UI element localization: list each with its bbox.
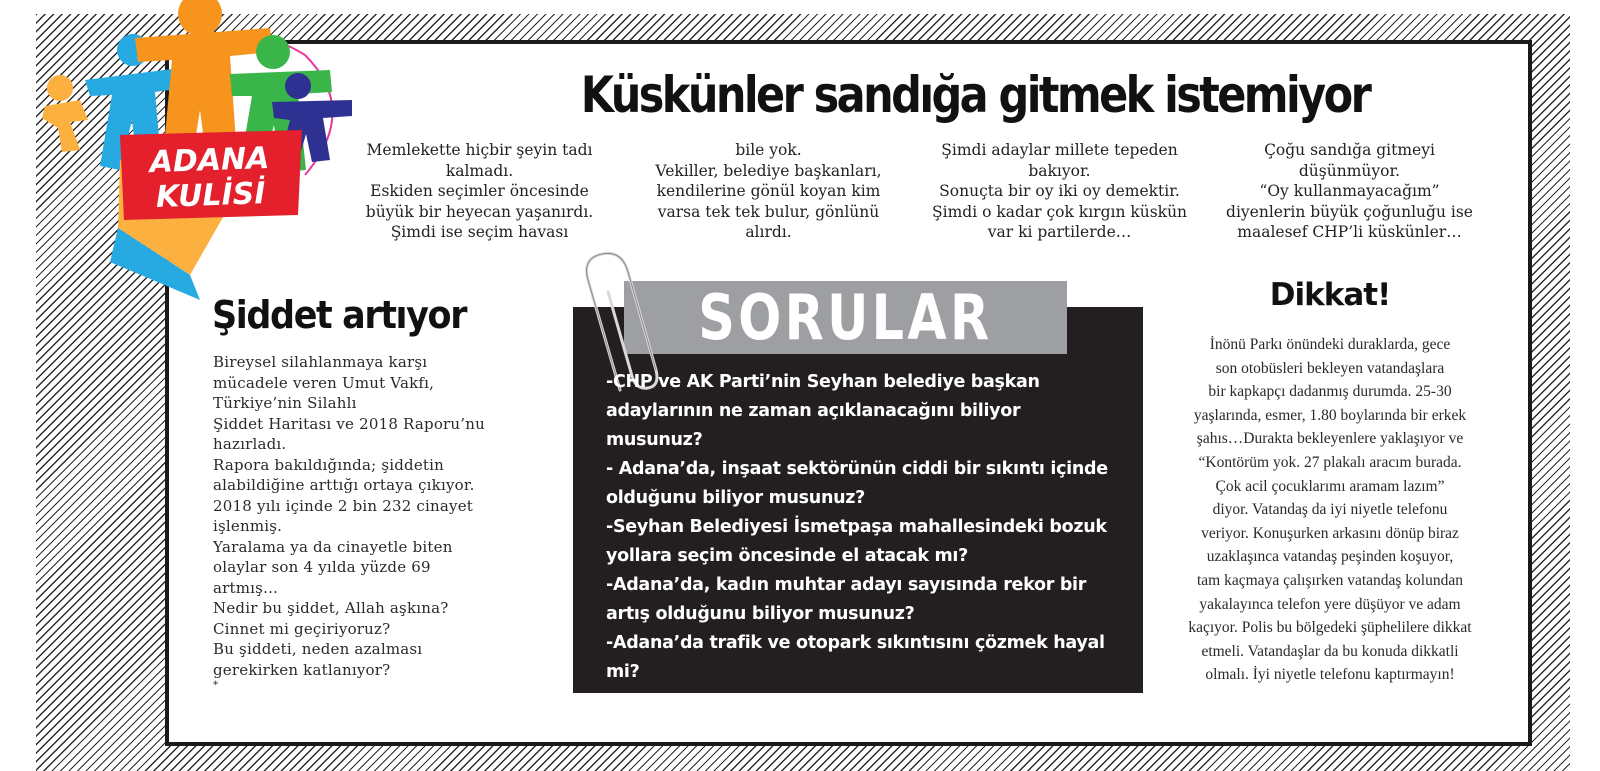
sorular-label [624,281,1067,354]
article-line: olmalı. İyi niyetle telefonu kaptırmayın! [1205,666,1455,684]
intro-line: düşünmüyor. [1298,161,1401,180]
article-line: yakalayınca telefon yere düşüyor ve adam [1199,595,1461,613]
question-line: adaylarının ne zaman açıklanacağını biliyor [606,401,1021,421]
article-line: uzaklaşınca vatandaş peşinden koşuyor, [1206,548,1454,566]
article-line: işlenmiş. [213,517,283,535]
article-line: Şiddet Haritası ve 2018 Raporu’nu [213,414,485,433]
article-line: yaşlarında, esmer, 1.80 boylarında bir erkek [1193,406,1467,424]
article-line: mücadele veren Umut Vakfı, [213,373,435,392]
article-line: Bu şiddeti, neden azalması [213,640,423,658]
intro-line: Şimdi ise seçim havası [390,223,569,241]
article-line: Türkiye’nin Silahlı [213,394,357,412]
question-line: - Adana’da, inşaat sektörünün ciddi bir sıkıntı içinde [606,459,1108,479]
intro-line: kalmadı. [445,161,514,180]
question-line: -Adana’da trafik ve otopark sıkıntısını çözmek hayal [606,633,1105,653]
article-line: 2018 yılı içinde 2 bin 232 cinayet [213,496,473,515]
intro-line: bile yok. [735,141,802,159]
article-line: İnönü Parkı önündeki duraklarda, gece [1209,336,1451,353]
intro-line: kendilerine gönül koyan kim [656,182,881,200]
sorular-label-text: SORULAR [698,281,993,354]
article-line: Yaralama ya da cinayetle biten [213,537,453,556]
article-end-mark: * [213,680,219,691]
intro-column-3 [932,140,1187,243]
question-line: -Adana’da, kadın muhtar adayı sayısında rekor bir [606,575,1087,595]
question-line: -Seyhan Belediyesi İsmetpaşa mahallesindeki bozuk [606,517,1107,537]
intro-line: alırdı. [745,223,792,241]
article-line: “Kontörüm yok. 27 plakalı aracım burada. [1198,453,1462,471]
intro-line: bakıyor. [1028,161,1091,180]
intro-line: Çoğu sandığa gitmeyi [1264,141,1435,159]
intro-column-4 [1222,140,1477,243]
article-line: şahıs…Durakta bekleyenlere yaklaşıyor ve [1196,430,1464,448]
article-line: bir kapkapçı dadanmış durumda. 25-30 [1208,383,1452,401]
article-line: veriyor. Konuşurken arkasını dönüp biraz [1201,524,1459,542]
question-line: musunuz? [606,430,703,450]
headline: Küskünler sandığa gitmek istemiyor [580,66,1370,124]
intro-line: Memlekette hiçbir şeyin tadı [366,141,593,159]
intro-line: Şimdi adaylar millete tepeden [941,141,1178,159]
article-line: tam kaçmaya çalışırken vatandaş kolundan [1197,571,1463,589]
article-line: son otobüsleri bekleyen vatandaşlara [1215,359,1445,377]
article-line: Rapora bakıldığında; şiddetin [213,455,445,474]
article-line: Cinnet mi geçiriyoruz? [213,619,391,638]
right-article-body [1165,333,1495,687]
intro-line: maalesef CHP’li küskünler… [1237,223,1462,241]
question-line: yollara seçim öncesinde el atacak mı? [606,546,968,566]
article-line: Çok acil çocuklarımı aramam lazım” [1215,477,1445,495]
sorular-questions [606,368,1126,687]
intro-line: diyenlerin büyük çoğunluğu ise [1226,202,1473,221]
intro-line: Vekiller, belediye başkanları, [655,161,882,180]
intro-line: büyük bir heyecan yaşanırdı. [365,202,594,221]
intro-line: Eskiden seçimler öncesinde [370,182,589,200]
question-line: olduğunu biliyor musunuz? [606,488,865,508]
article-line: alabildiğine arttığı ortaya çıkıyor. [213,476,475,494]
intro-line: var ki partilerde… [987,223,1132,241]
question-line: artış olduğunu biliyor musunuz? [606,604,915,624]
intro-line: Şimdi o kadar çok kırgın küskün [932,202,1188,221]
logo-line1: ADANA [149,141,270,181]
article-line: Nedir bu şiddet, Allah aşkına? [213,599,449,617]
article-line: gerekirken katlanıyor? [213,660,391,679]
intro-column-1 [352,140,607,243]
intro-line: “Oy kullanmayacağım” [1259,182,1440,200]
intro-line: varsa tek tek bulur, gönlünü [657,202,880,221]
left-article-body [213,352,513,692]
question-line: -CHP ve AK Parti’nin Seyhan belediye başkan [606,372,1040,392]
article-line: Bireysel silahlanmaya karşı [213,353,428,371]
logo-line2: KULİSİ [155,176,267,215]
article-line: kaçıyor. Polis bu bölgedeki şüphelilere dikkat [1188,619,1472,637]
intro-column-2 [641,140,896,243]
right-article-title: Dikkat! [1269,277,1391,313]
article-line: hazırladı. [213,435,287,453]
article-line: artmış… [213,578,279,597]
left-article-title: Şiddet artıyor [212,293,467,337]
question-line: mi? [606,662,640,682]
article-line: diyor. Vatandaş da iyi niyetle telefonu [1212,501,1448,519]
adana-kulisi-logo [40,0,370,310]
intro-line: Sonuçta bir oy iki oy demektir. [939,182,1180,200]
article-line: etmeli. Vatandaşlar da bu konuda dikkatli [1201,642,1459,660]
article-line: olaylar son 4 yılda yüzde 69 [213,558,431,576]
